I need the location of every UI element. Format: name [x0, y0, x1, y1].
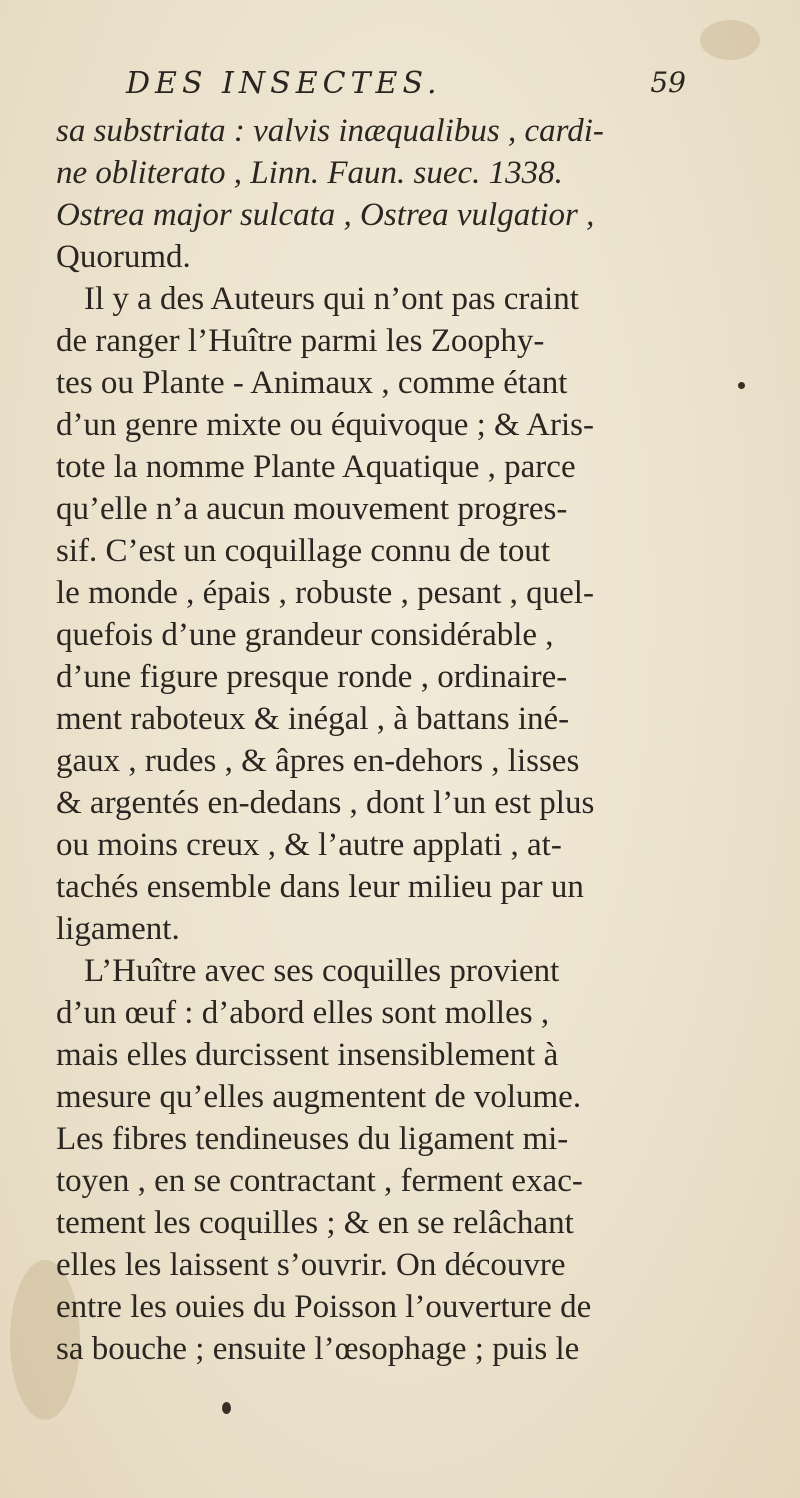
text-line: ou moins creux , & l’autre applati , at-: [56, 827, 562, 863]
text-line: elles les laissent s’ouvrir. On découvre: [56, 1247, 566, 1283]
text-line: quefois d’une grandeur considérable ,: [56, 617, 554, 653]
text-line: sa substriata : valvis inæqualibus , cardi-: [56, 113, 604, 149]
paper-stain: [700, 20, 760, 60]
text-line: ligament.: [56, 911, 180, 947]
text-line: sa bouche ; ensuite l’œsophage ; puis le: [56, 1331, 580, 1367]
text-line: tement les coquilles ; & en se relâchant: [56, 1205, 574, 1241]
text-line: tote la nomme Plante Aquatique , parce: [56, 449, 576, 485]
text-line: le monde , épais , robuste , pesant , quel-: [56, 575, 594, 611]
body-text: [56, 110, 746, 1370]
page-header: [126, 66, 686, 106]
text-line: d’une figure presque ronde , ordinaire-: [56, 659, 568, 695]
text-line: ment raboteux & inégal , à battans iné-: [56, 701, 570, 737]
text-line: sif. C’est un coquillage connu de tout: [56, 533, 550, 569]
text-line: gaux , rudes , & âpres en-dehors , lisses: [56, 743, 580, 779]
text-line: tes ou Plante - Animaux , comme étant: [56, 365, 568, 401]
ink-speck: [222, 1402, 231, 1414]
text-line: mais elles durcissent insensiblement à: [56, 1037, 559, 1073]
text-line: d’un genre mixte ou équivoque ; & Aris-: [56, 407, 594, 443]
running-head: DES INSECTES.: [126, 66, 442, 101]
text-line: Il y a des Auteurs qui n’ont pas craint: [84, 281, 579, 317]
text-line: Les fibres tendineuses du ligament mi-: [56, 1121, 569, 1157]
text-line: mesure qu’elles augmentent de volume.: [56, 1079, 582, 1115]
text-line: d’un œuf : d’abord elles sont molles ,: [56, 995, 550, 1031]
text-line: Quorumd.: [56, 239, 191, 275]
page-number: 59: [650, 66, 686, 99]
text-line: toyen , en se contractant , ferment exac-: [56, 1163, 583, 1199]
text-line: ne obliterato , Linn. Faun. suec. 1338.: [56, 155, 563, 191]
text-line: qu’elle n’a aucun mouvement progres-: [56, 491, 568, 527]
text-line: Ostrea major sulcata , Ostrea vulgatior ,: [56, 197, 595, 233]
text-line: entre les ouies du Poisson l’ouverture de: [56, 1289, 592, 1325]
text-line: & argentés en-dedans , dont l’un est plus: [56, 785, 595, 821]
text-line: L’Huître avec ses coquilles provient: [84, 953, 560, 989]
text-line: de ranger l’Huître parmi les Zoophy-: [56, 323, 545, 359]
text-line: tachés ensemble dans leur milieu par un: [56, 869, 584, 905]
